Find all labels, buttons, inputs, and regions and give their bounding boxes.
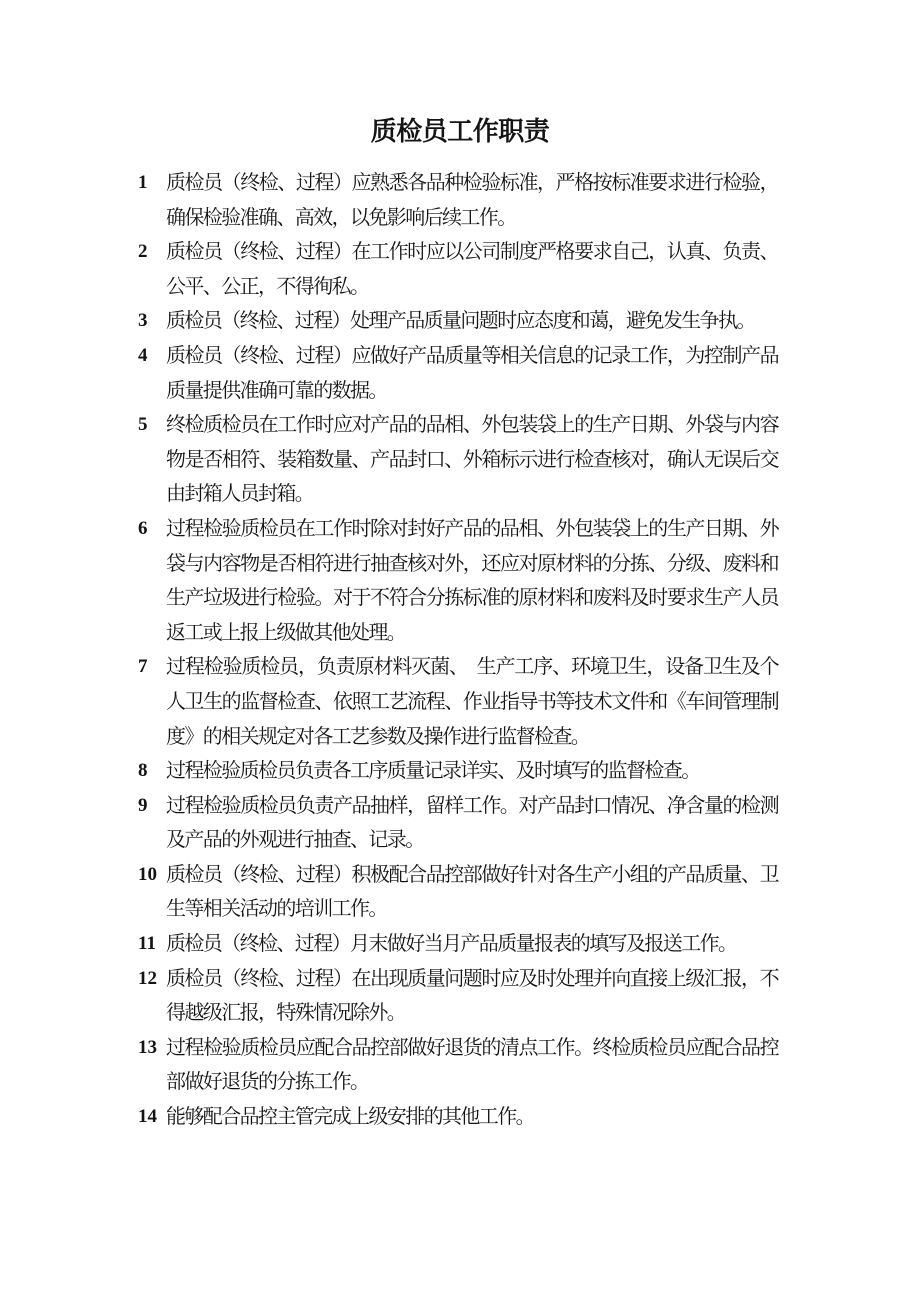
item-line: 质检员（终检、过程）应熟悉各品种检验标准，严格按标准要求进行检验，: [166, 172, 778, 194]
item-text: [166, 408, 778, 512]
item-line: 过程检验质检员，负责原材料灭菌、 生产工序、环境卫生，设备卫生及个: [166, 656, 778, 679]
item-text: [166, 512, 778, 650]
item-text: [166, 927, 778, 962]
item-line: 终检质检员在工作时应对产品的品相、外包装袋上的生产日期、外袋与内容: [166, 414, 778, 437]
item-line: 质检员（终检、过程）处理产品质量问题时应态度和蔼，避免发生争执。: [166, 310, 755, 333]
item-line: 袋与内容物是否相符进行抽查核对外，还应对原材料的分拣、分级、废料和: [166, 552, 778, 575]
item-text: [166, 166, 778, 235]
list-item: [138, 858, 780, 927]
item-line: 质检员（终检、过程）应做好产品质量等相关信息的记录工作，为控制产品: [166, 344, 778, 367]
item-number: 4: [138, 344, 148, 366]
list-item: [138, 408, 780, 512]
list-item: [138, 304, 780, 339]
item-number: 9: [138, 794, 148, 816]
item-number: 11: [138, 933, 156, 955]
list-item: [138, 235, 780, 304]
list-item: [138, 1100, 780, 1135]
item-text: [166, 1100, 778, 1135]
item-line: 质量提供准确可靠的数据。: [166, 379, 387, 402]
item-line: 确保检验准确、高效，以免影响后续工作。: [166, 206, 516, 229]
item-line: 由封箱人员封箱。: [166, 483, 314, 506]
list-item: [138, 650, 780, 754]
item-text: [166, 235, 778, 304]
item-line: 生产垃圾进行检验。对于不符合分拣标准的原材料和废料及时要求生产人员: [166, 587, 778, 610]
item-text: [166, 962, 778, 1031]
item-number: 14: [138, 1106, 157, 1128]
list-item: [138, 754, 780, 789]
item-line: 过程检验质检员负责各工序质量记录详实、及时填写的监督检查。: [166, 760, 700, 783]
item-text: [166, 304, 778, 339]
list-item: [138, 166, 780, 235]
item-line: 得越级汇报，特殊情况除外。: [166, 1002, 406, 1025]
item-text: [166, 789, 778, 858]
list-item: [138, 512, 780, 650]
document-title: 质检员工作职责: [370, 117, 550, 146]
item-number: 8: [138, 760, 148, 782]
item-line: 返工或上报上级做其他处理。: [166, 621, 406, 644]
item-line: 人卫生的监督检查、依照工艺流程、作业指导书等技术文件和《车间管理制: [166, 690, 778, 713]
responsibility-list: [138, 166, 780, 1135]
item-number: 3: [138, 310, 148, 332]
item-number: 1: [138, 172, 148, 193]
list-item: [138, 1031, 780, 1100]
item-number: 10: [138, 863, 157, 885]
item-line: 能够配合品控主管完成上级安排的其他工作。: [166, 1106, 534, 1129]
item-line: 公平、公正，不得徇私。: [166, 275, 369, 298]
item-number: 7: [138, 656, 148, 678]
item-text: [166, 650, 778, 754]
item-number: 12: [138, 967, 157, 989]
item-line: 物是否相符、装箱数量、产品封口、外箱标示进行检查核对，确认无误后交: [166, 448, 778, 471]
list-item: [138, 789, 780, 858]
item-text: [166, 858, 778, 927]
list-item: [138, 927, 780, 962]
item-line: 过程检验质检员在工作时除对封好产品的品相、外包装袋上的生产日期、外: [166, 517, 778, 540]
item-text: [166, 1031, 778, 1100]
item-number: 5: [138, 414, 148, 436]
item-number: 13: [138, 1036, 157, 1058]
item-line: 质检员（终检、过程）月末做好当月产品质量报表的填写及报送工作。: [166, 933, 737, 956]
item-line: 度》的相关规定对各工艺参数及操作进行监督检查。: [166, 725, 590, 748]
item-text: [166, 754, 778, 789]
item-line: 生等相关活动的培训工作。: [166, 898, 387, 921]
item-number: 2: [138, 241, 148, 263]
item-line: 过程检验质检员应配合品控部做好退货的清点工作。终检质检员应配合品控: [166, 1036, 778, 1059]
item-line: 质检员（终检、过程）在出现质量问题时应及时处理并向直接上级汇报，不: [166, 967, 778, 990]
item-line: 及产品的外观进行抽查、记录。: [166, 829, 424, 852]
item-line: 过程检验质检员负责产品抽样，留样工作。对产品封口情况、净含量的检测: [166, 794, 778, 817]
list-item: [138, 962, 780, 1031]
item-text: [166, 339, 778, 408]
item-number: 6: [138, 517, 148, 539]
list-item: [138, 339, 780, 408]
item-line: 质检员（终检、过程）积极配合品控部做好针对各生产小组的产品质量、卫: [166, 863, 778, 886]
item-line: 部做好退货的分拣工作。: [166, 1071, 369, 1094]
item-line: 质检员（终检、过程）在工作时应以公司制度严格要求自己，认真、负责、: [166, 241, 778, 264]
